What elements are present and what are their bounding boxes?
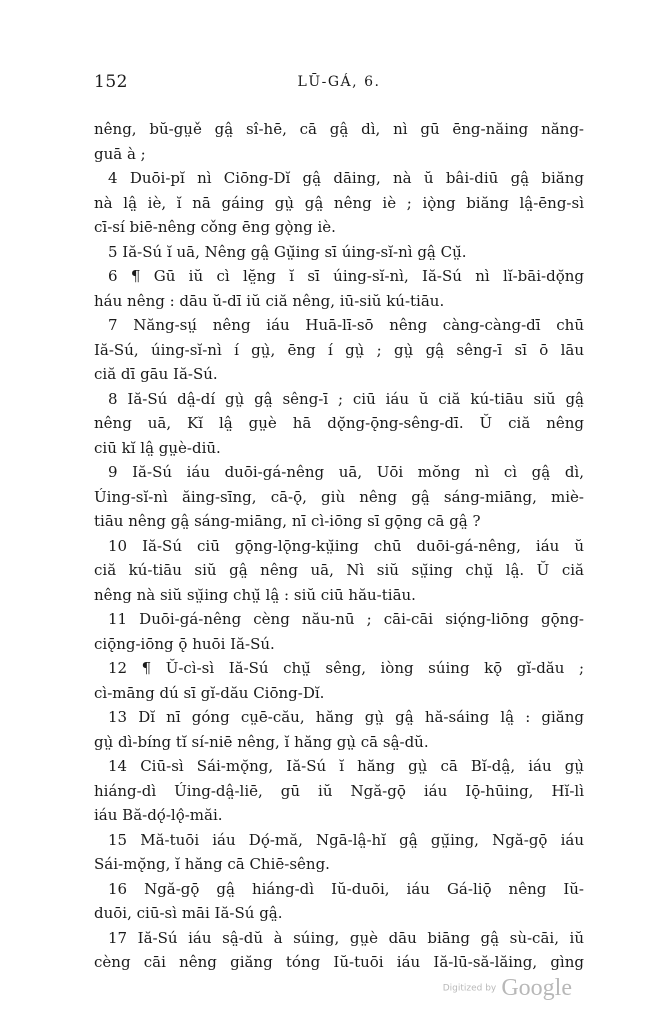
watermark-brand: Google bbox=[501, 975, 572, 1001]
text-line: ciă dī gāu Iă-Sú. bbox=[94, 365, 218, 383]
text-line: 14 Ciū-sì Sái-mǫ̆ng, Iă-Sú ĭ hăng gṳ̀ cā Bĭ-dâ̤, iáu gṳ̀ bbox=[108, 757, 584, 775]
text-line: Sái-mǫ̆ng, ĭ hăng cā Chiē-sêng. bbox=[94, 855, 330, 873]
text-line: 12 ¶ Ŭ-cì-sì Iă-Sú chṳ̆ sêng, iòng súing kǭ gĭ-dău ; bbox=[108, 659, 584, 677]
text-line: hiáng-dì Úing-dâ̤-liē, gū iŭ Ngă-gǭ iáu Iǭ-hūing, Hĭ-lì bbox=[94, 781, 584, 800]
text-line: nêng nà siŭ sṳ̆ing chṳ̆ lâ̤ : siŭ ciū hău-tiāu. bbox=[94, 585, 416, 604]
text-line: háu nêng : dāu ŭ-dī iŭ ciă nêng, iū-siŭ kú-tiāu. bbox=[94, 291, 445, 310]
text-line: 5 Iă-Sú ĭ uā, Nêng gâ̤ Gṳ̆ing sī úing-sĭ-nì gâ̤ Cṳ̆. bbox=[108, 242, 467, 261]
text-line: cī-sí biē-nêng cǒng ēng gǫ̀ng iè. bbox=[94, 218, 336, 236]
text-line: ciă kú-tiāu siŭ gâ̤ nêng uā, Nì siŭ sṳ̆ing chṳ̆ lâ̤. Ŭ ciă bbox=[94, 561, 584, 579]
text-line: 17 Iă-Sú iáu sâ̤-dŭ à súing, gṳè dāu biāng gâ̤ sù-cāi, iŭ bbox=[108, 928, 584, 947]
text-line: 4 Duōi-pĭ nì Ciōng-Dĭ gâ̤ dāing, nà ŭ bâi-diū gâ̤ biăng bbox=[108, 169, 584, 187]
text-line: 16 Ngă-gǭ gâ̤ hiáng-dì Iŭ-duōi, iáu Gá-liǭ nêng Iŭ- bbox=[108, 879, 584, 898]
text-line: iáu Bă-dǫ́-lǫ̂-măi. bbox=[94, 806, 223, 824]
text-line: tiāu nêng gâ̤ sáng-miāng, nī cì-iōng sī gǭng cā gâ̤ ? bbox=[94, 512, 481, 530]
digitization-watermark bbox=[443, 975, 572, 1002]
text-line: Iă-Sú, úing-sĭ-nì í gṳ̀, ēng í gṳ̀ ; gṳ̀ gâ̤ sêng-ī sī ō lāu bbox=[94, 340, 584, 359]
text-line: 10 Iă-Sú ciū gǭng-lǭng-kṳ̆ing chū duōi-gá-nêng, iáu ŭ bbox=[108, 536, 584, 555]
text-line: 9 Iă-Sú iáu duōi-gá-nêng uā, Uōi mŏng nì cì gâ̤ dì, bbox=[108, 463, 584, 481]
text-line: cì-māng dú sī gĭ-dău Ciōng-Dĭ. bbox=[94, 683, 325, 702]
body-text bbox=[94, 117, 584, 975]
page-number: 152 bbox=[94, 72, 128, 92]
text-line: 15 Mă-tuōi iáu Dǫ́-mă, Ngā-lâ̤-hĭ gâ̤ gṳ̆ing, Ngă-gǭ iáu bbox=[108, 830, 584, 849]
text-line: Úing-sĭ-nì ăing-sīng, cā-ǭ, giù nêng gâ̤ sáng-miāng, miè- bbox=[94, 487, 584, 506]
text-line: 11 Duōi-gá-nêng cèng nău-nū ; cāi-cāi siǫ́ng-liōng gǭng- bbox=[108, 610, 584, 628]
page-header bbox=[94, 72, 584, 100]
text-line: 7 Năng-sṳ́ nêng iáu Huā-lī-sō nêng càng-càng-dī chū bbox=[108, 316, 584, 334]
text-line: duōi, ciū-sì māi Iă-Sú gâ̤. bbox=[94, 904, 283, 922]
text-line: 6 ¶ Gū iŭ cì lĕ̤ng ĭ sī úing-sĭ-nì, Iă-Sú nì lĭ-bāi-dǫ̆ng bbox=[108, 267, 584, 285]
running-title: LŪ-GÁ, 6. bbox=[297, 74, 381, 90]
text-line: ciǭng-iōng ǭ huōi Iă-Sú. bbox=[94, 634, 275, 653]
text-line: nêng uā, Kĭ lâ̤ gṳè hā dǫ̆ng-ǭng-sêng-dī. Ŭ ciă nêng bbox=[94, 414, 584, 432]
text-line: nà lâ̤ iè, ĭ nā gáing gṳ̀ gâ̤ nêng iè ; iǫ̀ng biăng lâ̤-ēng-sì bbox=[94, 193, 584, 212]
text-line: guā à ; bbox=[94, 144, 146, 163]
text-line: 8 Iă-Sú dâ̤-dí gṳ̀ gâ̤ sêng-ī ; ciū iáu ŭ ciă kú-tiāu siŭ gâ̤ bbox=[108, 389, 584, 408]
text-line: cèng cāi nêng giăng tóng Iŭ-tuōi iáu Iă-lū-să-lăing, gìng bbox=[94, 953, 584, 971]
text-line: nêng, bŭ-gṳě gâ̤ sî-hē, cā gâ̤ dì, nì gū ēng-năing năng- bbox=[94, 120, 584, 138]
text-line: ciū kĭ lâ̤ gṳè-diū. bbox=[94, 438, 221, 457]
watermark-prefix: Digitized by bbox=[442, 983, 497, 994]
text-line: gṳ̀ dì-bíng tĭ sí-niē nêng, ĭ hăng gṳ̀ cā sâ̤-dŭ. bbox=[94, 732, 429, 751]
text-line: 13 Dĭ nī góng cṳē-cău, hăng gṳ̀ gâ̤ hă-sáing lâ̤ : giăng bbox=[108, 708, 584, 726]
